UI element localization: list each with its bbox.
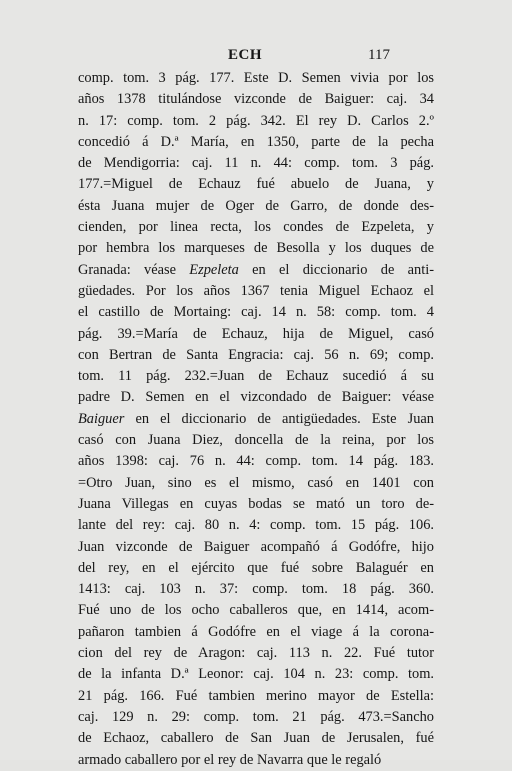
text-line: años 1398: caj. 76 n. 44: comp. tom. 14 pág. 183. xyxy=(78,453,434,470)
text-line: comp. tom. 3 pág. 177. Este D. Semen vivia por los xyxy=(78,70,434,86)
text-line: Fué uno de los ocho caballeros que, en 1414, acom- xyxy=(78,602,434,619)
text-line: con Bertran de Santa Engracia: caj. 56 n. 69; comp. xyxy=(78,346,434,363)
page-number: 117 xyxy=(368,47,390,63)
text-line: concedió á D.ª María, en 1350, parte de la pecha xyxy=(78,133,434,150)
text-line: pañaron tambien á Godófre en el viage á la corona- xyxy=(78,623,434,640)
text-line: por hembra los marqueses de Besolla y los duques de xyxy=(78,240,434,257)
text-line: caj. 129 n. 29: comp. tom. 21 pág. 473.=Sancho xyxy=(78,708,434,725)
text-line: lante del rey: caj. 80 n. 4: comp. tom. 15 pág. 106. xyxy=(78,517,434,534)
text-line: cienden, por linea recta, los condes de Ezpeleta, y xyxy=(78,219,434,236)
text-line: cion del rey de Aragon: caj. 113 n. 22. Fué tutor xyxy=(78,645,434,662)
text-line: n. 17: comp. tom. 2 pág. 342. El rey D. Carlos 2.º xyxy=(78,112,434,129)
text-line: años 1378 titulándose vizconde de Baiguer: caj. 34 xyxy=(78,91,434,108)
text-line: armado caballero por el rey de Navarra que le regaló xyxy=(78,751,382,768)
text-line: Juana Villegas en cuyas bodas se mató un toro de- xyxy=(78,495,434,512)
text-line: el castillo de Mortaing: caj. 14 n. 58: comp. tom. 4 xyxy=(78,304,434,321)
text-line: de Echaoz, caballero de San Juan de Jerusalen, fué xyxy=(78,730,434,747)
text-line: del rey, en el ejército que fué sobre Balaguér en xyxy=(78,559,434,576)
text-line: de Mendigorria: caj. 11 n. 44: comp. tom. 3 pág. xyxy=(78,155,434,172)
text-line: Baiguer en el diccionario de antigüedades. Este Juan xyxy=(78,410,434,427)
body-text xyxy=(78,68,434,771)
text-line: tom. 11 pág. 232.=Juan de Echauz sucedió á su xyxy=(78,368,434,385)
text-line: güedades. Por los años 1367 tenia Miguel Echaoz el xyxy=(78,282,434,299)
text-line: ésta Juana mujer de Oger de Garro, de donde des- xyxy=(78,197,434,214)
text-line: de la infanta D.ª Leonor: caj. 104 n. 23: comp. tom. xyxy=(78,666,434,683)
text-line: 1413: caj. 103 n. 37: comp. tom. 18 pág. 360. xyxy=(78,581,434,598)
text-line: casó con Juana Diez, doncella de la reina, por los xyxy=(78,432,434,449)
page-header xyxy=(0,47,512,67)
text-line: Juan vizconde de Baiguer acompañó á Godófre, hijo xyxy=(78,538,434,555)
text-line: pág. 39.=María de Echauz, hija de Miguel, casó xyxy=(78,325,434,342)
text-line: 21 pág. 166. Fué tambien merino mayor de Estella: xyxy=(78,687,434,704)
text-line: 177.=Miguel de Echauz fué abuelo de Juana, y xyxy=(78,176,434,193)
running-head: ECH xyxy=(228,47,263,63)
text-line: =Otro Juan, sino es el mismo, casó en 1401 con xyxy=(78,474,434,491)
text-line: padre D. Semen en el vizcondado de Baiguer: véase xyxy=(78,389,434,406)
text-line: Granada: véase Ezpeleta en el diccionario de anti- xyxy=(78,261,434,278)
